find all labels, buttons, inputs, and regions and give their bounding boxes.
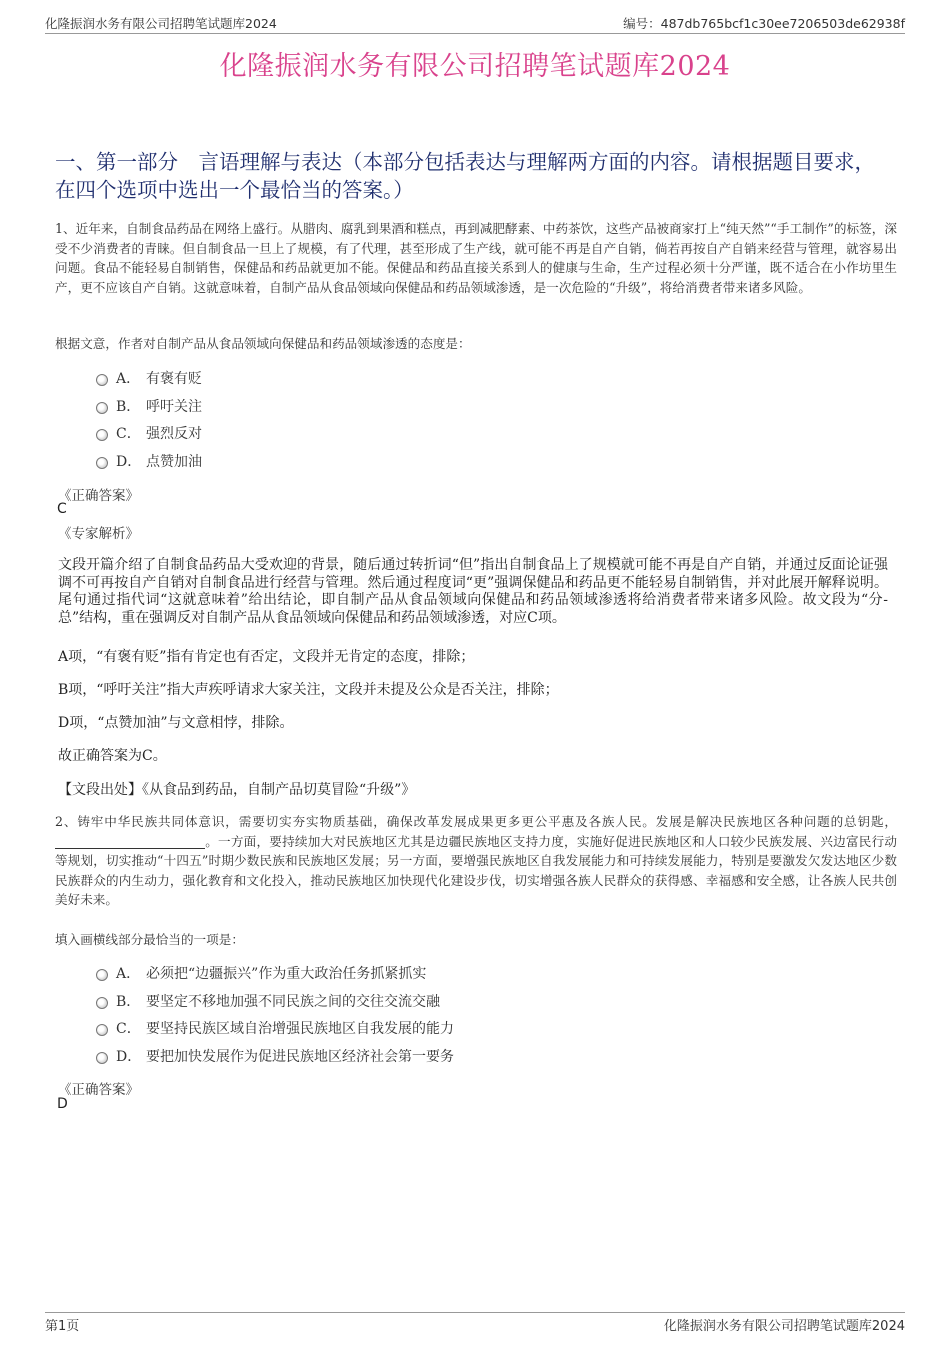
q1-option-a[interactable]: A． 有褒有贬 bbox=[96, 369, 202, 389]
radio-icon[interactable] bbox=[96, 429, 108, 441]
q1-option-c[interactable]: C． 强烈反对 bbox=[96, 424, 202, 444]
radio-icon[interactable] bbox=[96, 1024, 108, 1036]
q2-option-c[interactable]: C． 要坚持民族区域自治增强民族地区自我发展的能力 bbox=[96, 1019, 454, 1039]
q2-option-d[interactable]: D． 要把加快发展作为促进民族地区经济社会第一要务 bbox=[96, 1047, 454, 1067]
q1-question: 根据文意，作者对自制产品从食品领域向保健品和药品领域渗透的态度是： bbox=[55, 336, 471, 351]
q2-passage: 2、铸牢中华民族共同体意识，需要切实夯实物质基础，确保改革发展成果更多更公平惠及各族人民。发展是解决民族地区各种问题的总钥匙，。一方面，要持续加大对民族地区尤其是边疆民族地区支持力度，实施好促进民族地区和人口较少民族发展、兴边富民行动等规划，切实推动“十四五”时期少数民族和民族地区发展；另一方面，要增强民族地区自我发展能力和可持续发展能力，特别是要激发欠发达地区少数民族群众的内生动力，强化教育和文化投入，推动民族地区加快现代化建设步伐，切实增强各族人民群众的获得感、幸福感和安全感，让各族人民共创美好未来。 bbox=[55, 814, 897, 908]
q1-answer: C bbox=[57, 501, 67, 517]
radio-icon[interactable] bbox=[96, 402, 108, 414]
q2-answer: D bbox=[57, 1096, 68, 1112]
header-divider bbox=[45, 33, 905, 34]
q1-analysis-label: 《专家解析》 bbox=[58, 526, 139, 542]
header-doc-id: 编号：487db765bcf1c30ee7206503de62938f bbox=[623, 16, 905, 31]
q2-answer-label: 《正确答案》 bbox=[58, 1082, 139, 1098]
footer-doc-title: 化隆振润水务有限公司招聘笔试题库2024 bbox=[663, 1319, 905, 1334]
footer-divider bbox=[45, 1312, 905, 1313]
q1-analysis-a: A项，“有褒有贬”指有肯定也有否定，文段并无肯定的态度，排除； bbox=[58, 649, 475, 665]
q1-analysis: 文段开篇介绍了自制食品药品大受欢迎的背景，随后通过转折词“但”指出自制食品上了规模就可能不再是自产自销，并通过反面论证强调不可再按自产自销对自制食品进行经营与管理。然后通过程度词“更”强调保健品和药品更不能轻易自制销售，并对此展开解释说明。尾句通过指代词“这就意味着”给出结论，即自制产品从食品领域向保健品和药品领域渗透将给消费者带来诸多风险。故文段为“分-总”结构，重在强调反对自制产品从食品领域向保健品和药品领域渗透，对应C项。 bbox=[58, 557, 888, 626]
radio-icon[interactable] bbox=[96, 997, 108, 1009]
radio-icon[interactable] bbox=[96, 969, 108, 981]
q1-answer-label: 《正确答案》 bbox=[58, 488, 139, 504]
radio-icon[interactable] bbox=[96, 457, 108, 469]
q1-option-d[interactable]: D． 点赞加油 bbox=[96, 452, 202, 472]
fill-blank bbox=[55, 834, 205, 849]
q2-option-b[interactable]: B． 要坚定不移地加强不同民族之间的交往交流交融 bbox=[96, 992, 440, 1012]
q2-question: 填入画横线部分最恰当的一项是： bbox=[55, 932, 244, 947]
radio-icon[interactable] bbox=[96, 374, 108, 386]
q1-conclusion: 故正确答案为C。 bbox=[58, 748, 167, 764]
section-heading: 一、第一部分 言语理解与表达（本部分包括表达与理解两方面的内容。请根据题目要求，在四个选项中选出一个最恰当的答案。） bbox=[55, 150, 875, 202]
page-title: 化隆振润水务有限公司招聘笔试题库2024 bbox=[219, 51, 731, 82]
q1-source: 【文段出处】《从食品到药品，自制产品切莫冒险“升级”》 bbox=[58, 782, 416, 798]
radio-icon[interactable] bbox=[96, 1052, 108, 1064]
page-number: 第1页 bbox=[45, 1319, 80, 1334]
q1-option-b[interactable]: B． 呼吁关注 bbox=[96, 397, 202, 417]
header-doc-title: 化隆振润水务有限公司招聘笔试题库2024 bbox=[45, 16, 277, 31]
q2-option-a[interactable]: A． 必须把“边疆振兴”作为重大政治任务抓紧抓实 bbox=[96, 964, 426, 984]
q1-passage: 1、近年来，自制食品药品在网络上盛行。从腊肉、腐乳到果酒和糕点，再到减肥酵素、中药茶饮，这些产品被商家打上“纯天然”“手工制作”的标签，深受不少消费者的青睐。但自制食品一旦上了规模，有了代理，甚至形成了生产线，就可能不再是自产自销，倘若再按自产自销来经营与管理，就容易出问题。食品不能轻易自制销售，保健品和药品就更加不能。保健品和药品直接关系到人的健康与生命，生产过程必须十分严谨，既不适合在小作坊里生产，更不应该自产自销。这就意味着，自制产品从食品领域向保健品和药品领域渗透，是一次危险的“升级”，将给消费者带来诸多风险。 bbox=[55, 221, 897, 295]
page-header bbox=[45, 14, 905, 32]
q1-analysis-b: B项，“呼吁关注”指大声疾呼请求大家关注，文段并未提及公众是否关注，排除； bbox=[58, 682, 559, 698]
q1-analysis-d: D项，“点赞加油”与文意相悖，排除。 bbox=[58, 715, 294, 731]
